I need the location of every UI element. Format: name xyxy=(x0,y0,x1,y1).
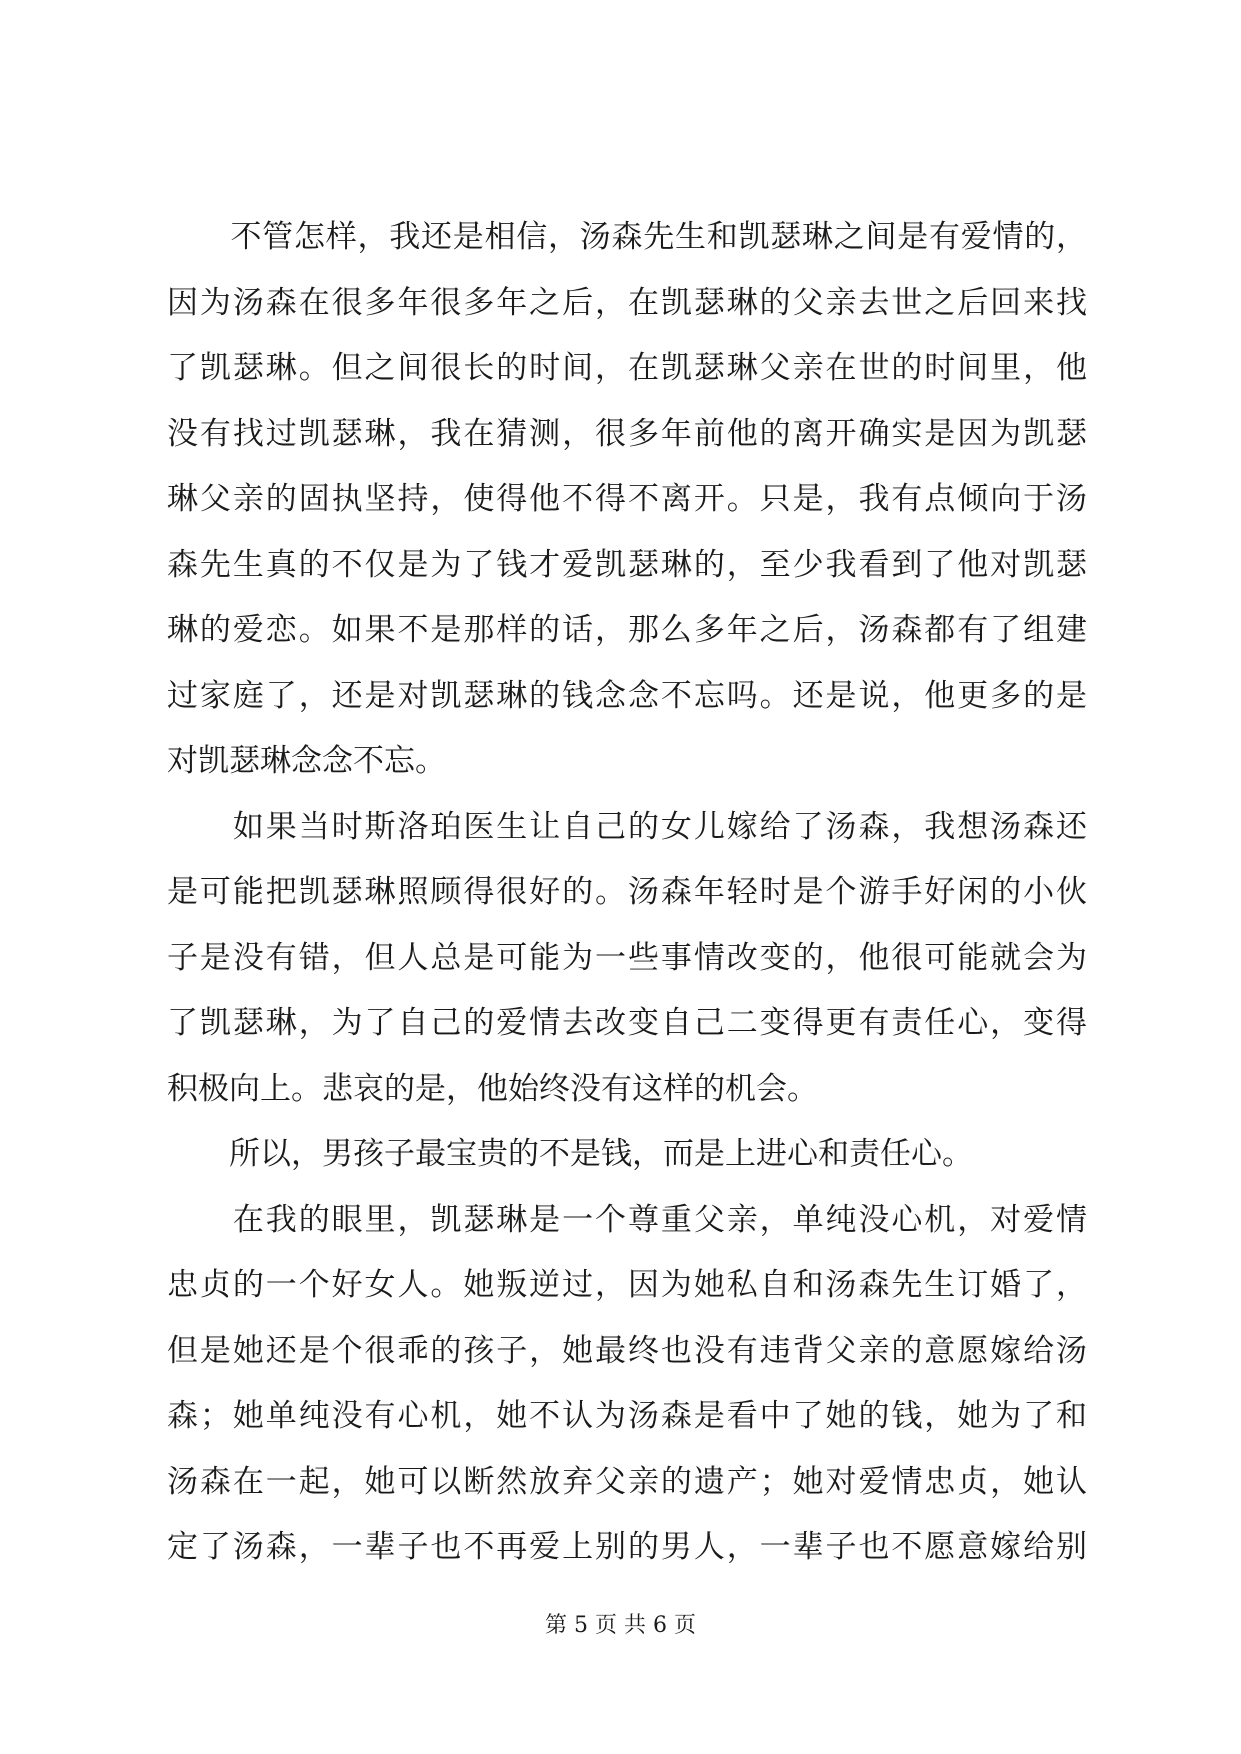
text-line: 对凯瑟琳念念不忘。 xyxy=(167,743,446,779)
text-line: 了凯瑟琳。但之间很长的时间，在凯瑟琳父亲在世的时间里，他 xyxy=(167,350,1087,386)
body-text xyxy=(167,205,1087,1581)
text-line: 在我的眼里，凯瑟琳是一个尊重父亲，单纯没心机，对爱情 xyxy=(167,1201,1087,1238)
text-line: 森先生真的不仅是为了钱才爱凯瑟琳的，至少我看到了他对凯瑟 xyxy=(167,546,1087,583)
page-footer: 第 5 页 共 6 页 xyxy=(545,1613,696,1638)
text-line: 如果当时斯洛珀医生让自己的女儿嫁给了汤森，我想汤森还 xyxy=(167,808,1087,845)
text-line: 是可能把凯瑟琳照顾得很好的。汤森年轻时是个游手好闲的小伙 xyxy=(167,874,1087,910)
text-line: 但是她还是个很乖的孩子，她最终也没有违背父亲的意愿嫁给汤 xyxy=(167,1332,1087,1369)
text-line: 所以，男孩子最宝贵的不是钱，而是上进心和责任心。 xyxy=(167,1136,973,1172)
text-line: 琳的爱恋。如果不是那样的话，那么多年之后，汤森都有了组建 xyxy=(167,612,1087,648)
text-line: 了凯瑟琳，为了自己的爱情去改变自己二变得更有责任心，变得 xyxy=(167,1005,1087,1041)
text-line: 过家庭了，还是对凯瑟琳的钱念念不忘吗。还是说，他更多的是 xyxy=(167,677,1087,714)
text-line: 琳父亲的固执坚持，使得他不得不离开。只是，我有点倾向于汤 xyxy=(167,481,1087,517)
text-line: 没有找过凯瑟琳，我在猜测，很多年前他的离开确实是因为凯瑟 xyxy=(167,415,1087,452)
text-line: 定了汤森，一辈子也不再爱上别的男人，一辈子也不愿意嫁给别 xyxy=(167,1529,1087,1565)
text-line: 因为汤森在很多年很多年之后，在凯瑟琳的父亲去世之后回来找 xyxy=(167,284,1087,321)
text-line: 不管怎样，我还是相信，汤森先生和凯瑟琳之间是有爱情的， xyxy=(167,219,1087,255)
text-line: 汤森在一起，她可以断然放弃父亲的遗产；她对爱情忠贞，她认 xyxy=(167,1463,1087,1500)
text-line: 子是没有错，但人总是可能为一些事情改变的，他很可能就会为 xyxy=(167,939,1087,976)
text-line: 积极向上。悲哀的是，他始终没有这样的机会。 xyxy=(167,1070,818,1107)
text-line: 森；她单纯没有心机，她不认为汤森是看中了她的钱，她为了和 xyxy=(167,1398,1087,1434)
text-line: 忠贞的一个好女人。她叛逆过，因为她私自和汤森先生订婚了， xyxy=(167,1267,1087,1303)
